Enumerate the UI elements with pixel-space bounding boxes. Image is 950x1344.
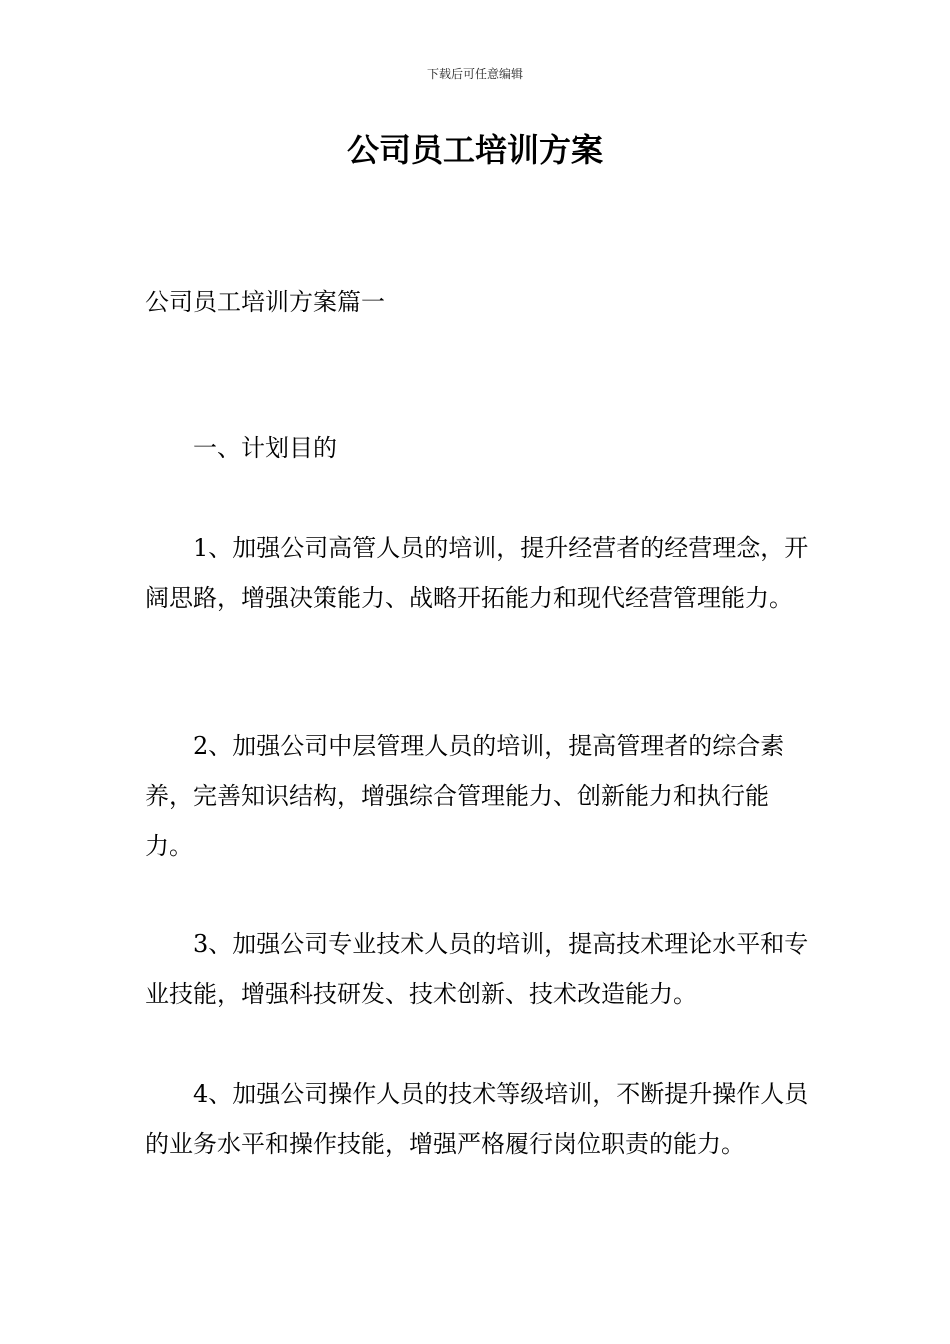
header-note: 下载后可任意编辑 — [426, 67, 523, 81]
paragraph-3: 3、加强公司专业技术人员的培训，提高技术理论水平和专业技能，增强科技研发、技术创新、技术改造能力。 — [145, 930, 809, 1008]
paragraph-1: 1、加强公司高管人员的培训，提升经营者的经营理念，开阔思路，增强决策能力、战略开拓能力和现代经营管理能力。 — [145, 534, 809, 612]
document-subtitle: 公司员工培训方案篇一 — [145, 288, 385, 316]
section-heading: 一、计划目的 — [193, 434, 337, 462]
paragraph-2: 2、加强公司中层管理人员的培训，提高管理者的综合素养，完善知识结构，增强综合管理能力、创新能力和执行能力。 — [145, 732, 785, 860]
document-title: 公司员工培训方案 — [346, 131, 603, 169]
paragraph-4: 4、加强公司操作人员的技术等级培训，不断提升操作人员的业务水平和操作技能，增强严格履行岗位职责的能力。 — [145, 1080, 809, 1158]
